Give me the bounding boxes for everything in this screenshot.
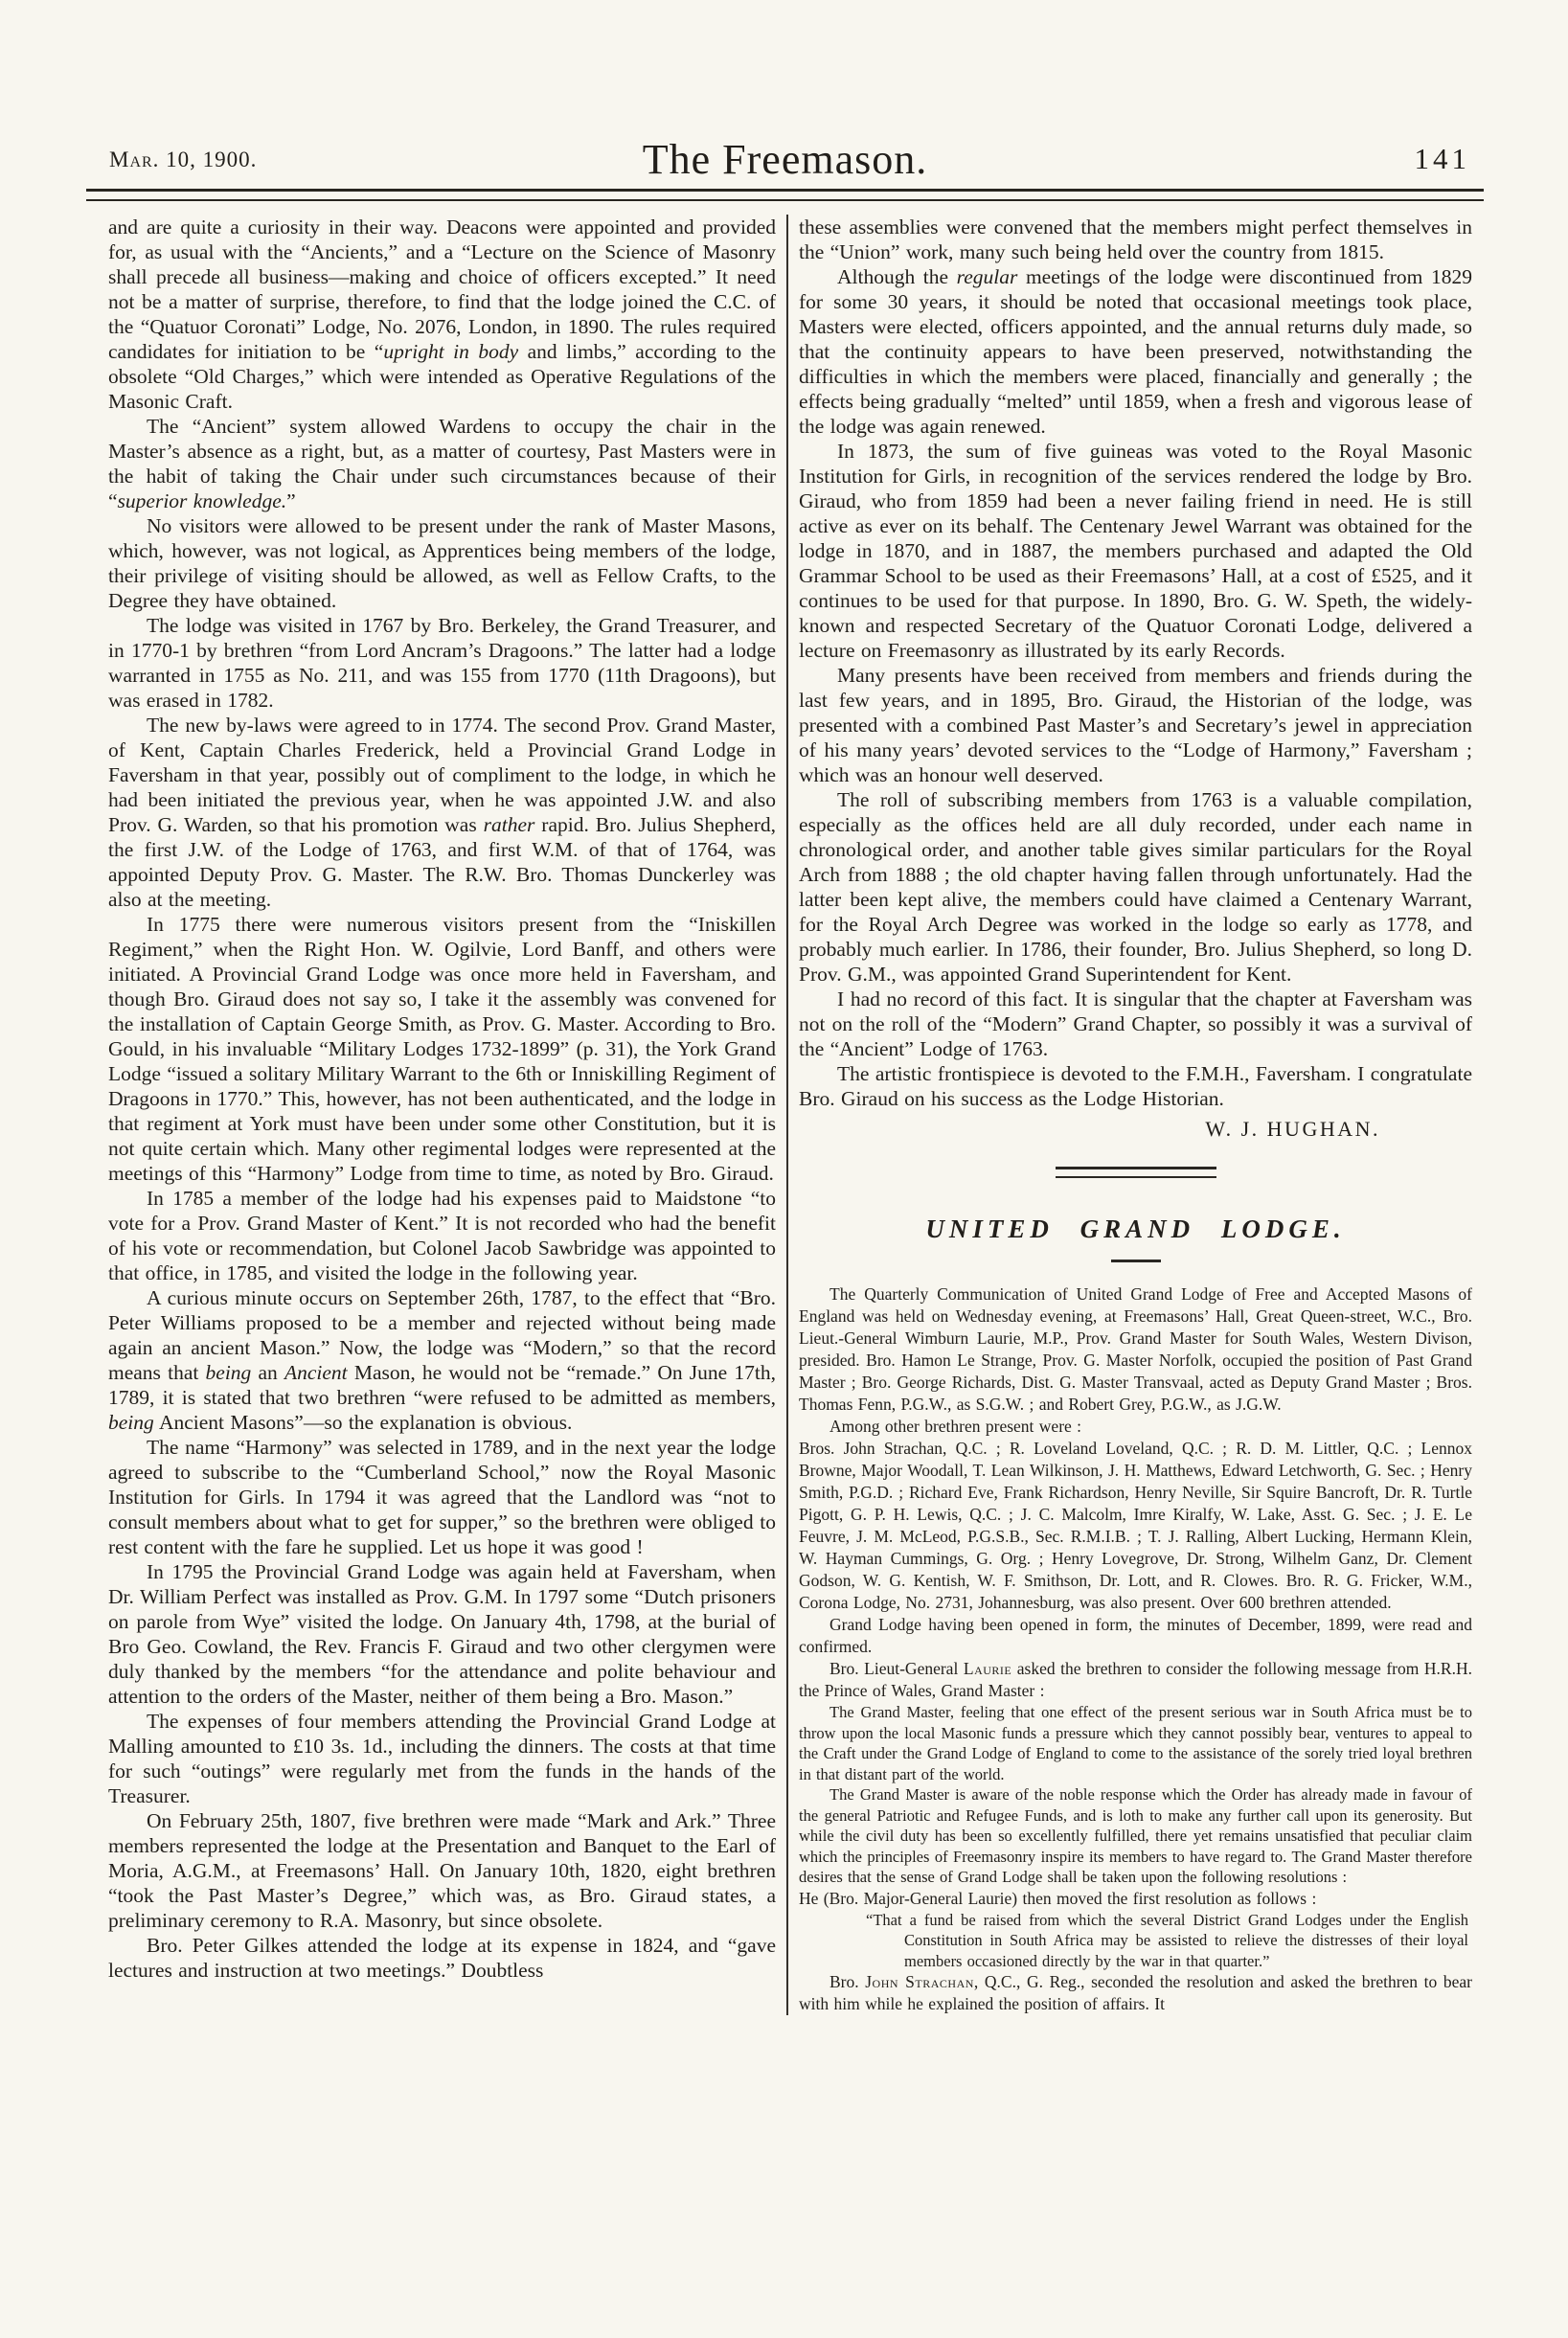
- paragraph: Bros. John Strachan, Q.C. ; R. Loveland Loveland, Q.C. ; R. D. M. Littler, Q.C. ; Lennox Browne, Major Woodall, T. Lean Wilkinson, J. H. Matthews, Edward Letchworth, G. Sec. ; Henry Smith, P.G.D. ; Richard Eve, Frank Richardson, Henry Neville, Sir Squire Bancroft, Dr. R. Turtle Pigott, G. P. H. Lewis, Q.C. ; J. C. Malcolm, Imre Kiralfy, W. Lake, Asst. G. Sec. ; J. E. Le Feuvre, J. M. McLeod, P.G.S.B., Sec. R.M.I.B. ; T. J. Ralling, Albert Lucking, Hermann Klein, W. Hayman Cummings, G. Org. ; Henry Lovegrove, Dr. Strong, Wilhelm Ganz, Dr. Clement Godson, W. G. Kentish, W. F. Smithson, Dr. Lott, and R. Clowes. Bro. R. G. Fricker, W.M., Corona Lodge, No. 2731, Johannesburg, was also present. Over 600 brethren attended.: [799, 1439, 1472, 1612]
- paragraph: He (Bro. Major-General Laurie) then moved the first resolution as follows :: [799, 1888, 1317, 1908]
- right-column: [799, 215, 1472, 2015]
- paragraph: In 1785 a member of the lodge had his expenses paid to Maidstone “to vote for a Prov. Grand Master of Kent.” It is not recorded who had the benefit of his vote or recommendation, but Colonel Jacob Sawbridge was appointed to that office, in 1785, and visited the lodge in the following year.: [108, 1187, 776, 1284]
- paragraph: Grand Lodge having been opened in form, the minutes of December, 1899, were read and confirmed.: [799, 1615, 1472, 1656]
- paragraph: Many presents have been received from members and friends during the last few years, and in 1895, Bro. Giraud, the Historian of the lodge, was presented with a combined Past Master’s and Secretary’s jewel in appreciation of his many years’ devoted services to the “Lodge of Harmony,” Faversham ; which was an honour well deserved.: [799, 664, 1472, 786]
- issue-date: Mar. 10, 1900.: [109, 148, 258, 171]
- paragraph: The roll of subscribing members from 1763 is a valuable compilation, especially as the offices held are all duly recorded, under each name in chronological order, and another table gives similar particulars for the Royal Arch from 1888 ; the old chapter having fallen through unfortunately. Had the latter been kept alive, the members could have claimed a Centenary Warrant, for the Royal Arch Degree was worked in the lodge so early as 1778, and probably much earlier. In 1786, their founder, Bro. Julius Shepherd, so long D. Prov. G.M., was appointed Grand Superintendent for Kent.: [799, 788, 1472, 986]
- column-divider-rule: [786, 215, 788, 2015]
- paragraph: Bro. Peter Gilkes attended the lodge at its expense in 1824, and “gave lectures and instruction at two meetings.” Doubtless: [108, 1934, 776, 1982]
- paragraph: The Grand Master, feeling that one effect of the present serious war in South Africa must be to throw upon the local Masonic funds a pressure which they cannot possibly bear, ventures to appeal to the Craft under the Grand Lodge of England to come to the assistance of the sorely tried loyal brethren in that distant part of the world.: [799, 1703, 1472, 1783]
- paragraph: “That a fund be raised from which the several District Grand Lodges under the English Constitution in South Africa may be assisted to relieve the distresses of their loyal members occasioned directly by the war in that quarter.”: [866, 1910, 1468, 1970]
- masthead-rule: [86, 189, 1484, 201]
- paragraph: The “Ancient” system allowed Wardens to occupy the chair in the Master’s absence as a right, but, as a matter of courtesy, Past Masters were in the habit of taking the Chair under such circumstances because of their “superior knowledge.”: [108, 415, 776, 512]
- paragraph: The name “Harmony” was selected in 1789, and in the next year the lodge agreed to subscribe to the “Cumberland School,” now the Royal Masonic Institution for Girls. In 1794 it was agreed that the Landlord was “not to consult members about what to get for supper,” so the brethren were obliged to rest content with the fare he supplied. Let us hope it was good !: [108, 1436, 776, 1558]
- heading-underline: [1111, 1260, 1161, 1262]
- paragraph: The artistic frontispiece is devoted to the F.M.H., Faversham. I congratulate Bro. Giraud on his success as the Lodge Historian.: [799, 1062, 1472, 1110]
- paragraph: and are quite a curiosity in their way. Deacons were appointed and provided for, as usual with the “Ancients,” and a “Lecture on the Science of Masonry shall precede all business—making and choice of officers excepted.” It need not be a matter of surprise, therefore, to find that the lodge joined the C.C. of the “Quatuor Coronati” Lodge, No. 2076, London, in 1890. The rules required candidates for initiation to be “upright in body and limbs,” according to the obsolete “Old Charges,” which were intended as Operative Regulations of the Masonic Craft.: [108, 216, 776, 413]
- paragraph: No visitors were allowed to be present under the rank of Master Masons, which, however, was not logical, as Apprentices being members of the lodge, their privilege of visiting should be allowed, as well as Fellow Crafts, to the Degree they have obtained.: [108, 514, 776, 612]
- paragraph: Bro. John Strachan, Q.C., G. Reg., seconded the resolution and asked the brethren to bear with him while he explained the position of affairs. It: [799, 1972, 1473, 2013]
- paragraph: The lodge was visited in 1767 by Bro. Berkeley, the Grand Treasurer, and in 1770-1 by brethren “from Lord Ancram’s Dragoons.” The latter had a lodge warranted in 1755 as No. 211, and was 155 from 1770 (11th Dragoons), but was erased in 1782.: [108, 614, 776, 712]
- paragraph: The Quarterly Communication of United Grand Lodge of Free and Accepted Masons of England was held on Wednesday evening, at Freemasons’ Hall, Great Queen-street, W.C., Bro. Lieut.-General Wimburn Laurie, M.P., Prov. Grand Master for South Wales, Western Divison, presided. Bro. Hamon Le Strange, Prov. G. Master Norfolk, occupied the position of Past Grand Master ; Bro. George Richards, Dist. G. Master Transvaal, acted as Deputy Grand Master ; Bros. Thomas Fenn, P.G.W., as S.G.W. ; and Robert Grey, P.G.W., as J.G.W.: [799, 1284, 1472, 1414]
- left-column: [108, 215, 776, 2015]
- section-body: [799, 1283, 1472, 2015]
- author-signature: W. J. HUGHAN.: [1205, 1117, 1380, 1141]
- masthead: [88, 121, 1482, 183]
- paragraph: I had no record of this fact. It is singular that the chapter at Faversham was not on the roll of the “Modern” Grand Chapter, so possibly it was a survival of the “Ancient” Lodge of 1763.: [799, 987, 1472, 1060]
- paragraph: Bro. Lieut-General Laurie asked the brethren to consider the following message from H.R.H. the Prince of Wales, Grand Master :: [799, 1659, 1472, 1700]
- paragraph: In 1873, the sum of five guineas was voted to the Royal Masonic Institution for Girls, in recognition of the services rendered the lodge by Bro. Giraud, who from 1859 had been a never failing friend in need. He is still active as ever on its behalf. The Centenary Jewel Warrant was obtained for the lodge in 1870, and in 1887, the members purchased and adapted the Old Grammar School to be used as their Freemasons’ Hall, at a cost of £525, and it continues to be used for that purpose. In 1890, Bro. G. W. Speth, the widely-known and respected Secretary of the Quatuor Coronati Lodge, delivered a lecture on Freemasonry as illustrated by its early Records.: [799, 440, 1472, 662]
- paragraph: Although the regular meetings of the lodge were discontinued from 1829 for some 30 years, it should be noted that occasional meetings took place, Masters were elected, officers appointed, and the annual returns duly made, so that the continuity appears to have been preserved, notwithstanding the difficulties in which the members were placed, financially and generally ; the effects being gradually “melted” until 1859, when a fresh and vigorous lease of the lodge was again renewed.: [799, 265, 1472, 438]
- paragraph: In 1775 there were numerous visitors present from the “Iniskillen Regiment,” when the Right Hon. W. Ogilvie, Lord Banff, and others were initiated. A Provincial Grand Lodge was once more held in Faversham, and though Bro. Giraud does not say so, I take it the assembly was convened for the installation of Captain George Smith, as Prov. G. Master. According to Bro. Gould, in his invaluable “Military Lodges 1732-1899” (p. 31), the York Grand Lodge “issued a solitary Military Warrant to the 6th or Inniskilling Regiment of Dragoons in 1770.” This, however, has not been authenticated, and the lodge in that regiment at York must have been under some other Constitution, but it is not quite certain which. Many other regimental lodges were represented at the meetings of this “Harmony” Lodge from time to time, as noted by Bro. Giraud.: [108, 913, 776, 1185]
- article-continuation: [799, 215, 1472, 1111]
- page-number: 141: [1414, 142, 1470, 175]
- section-divider: [1056, 1167, 1216, 1178]
- paragraph: A curious minute occurs on September 26th, 1787, to the effect that “Bro. Peter Williams proposed to be a member and rejected without being made again an ancient Mason.” Now, the lodge was “Modern,” so that the record means that being an Ancient Mason, he would not be “remade.” On June 17th, 1789, it is stated that two brethren “were refused to be admitted as members, being Ancient Masons”—so the explanation is obvious.: [108, 1286, 776, 1434]
- article-columns: [108, 215, 1472, 2015]
- section-heading: UNITED GRAND LODGE.: [925, 1214, 1346, 1243]
- paragraph: these assemblies were convened that the members might perfect themselves in the “Union” work, many such being held over the country from 1815.: [799, 216, 1472, 263]
- paragraph: The new by-laws were agreed to in 1774. The second Prov. Grand Master, of Kent, Captain Charles Frederick, held a Provincial Grand Lodge in Faversham in that year, possibly out of compliment to the lodge, in which he had been initiated the previous year, when he was appointed J.W. and also Prov. G. Warden, so that his promotion was rather rapid. Bro. Julius Shepherd, the first J.W. of the Lodge of 1763, and first W.M. of that of 1764, was appointed Deputy Prov. G. Master. The R.W. Bro. Thomas Dunckerley was also at the meeting.: [108, 714, 777, 911]
- page-title: The Freemason.: [642, 136, 928, 183]
- paragraph: Among other brethren present were :: [829, 1417, 1082, 1436]
- paragraph: In 1795 the Provincial Grand Lodge was again held at Faversham, when Dr. William Perfect was installed as Prov. G.M. In 1797 some “Dutch prisoners on parole from Wye” visited the lodge. On January 4th, 1798, at the burial of Bro Geo. Cowland, the Rev. Francis F. Giraud and two other clergymen were duly thanked by the members “for the attendance and polite behaviour and attention to the orders of the Master, neither of them being a Bro. Mason.”: [108, 1560, 776, 1708]
- paragraph: The Grand Master is aware of the noble response which the Order has already made in favour of the general Patriotic and Refugee Funds, and is loth to make any further call upon its generosity. But while the civil duty has been so excellently fulfilled, there yet remains unsatisfied that peculiar claim which the principles of Freemasonry inspire its members to have regard to. The Grand Master therefore desires that the sense of Grand Lodge shall be taken upon the following resolutions :: [799, 1785, 1472, 1886]
- paragraph: The expenses of four members attending the Provincial Grand Lodge at Malling amounted to £10 3s. 1d., including the dinners. The costs at that time for such “outings” were regularly met from the funds in the hands of the Treasurer.: [108, 1710, 776, 1807]
- paragraph: On February 25th, 1807, five brethren were made “Mark and Ark.” Three members represented the lodge at the Presentation and Banquet to the Earl of Moria, A.G.M., at Freemasons’ Hall. On January 10th, 1820, eight brethren “took the Past Master’s Degree,” which was, as Bro. Giraud states, a preliminary ceremony to R.A. Masonry, but since obsolete.: [108, 1809, 776, 1932]
